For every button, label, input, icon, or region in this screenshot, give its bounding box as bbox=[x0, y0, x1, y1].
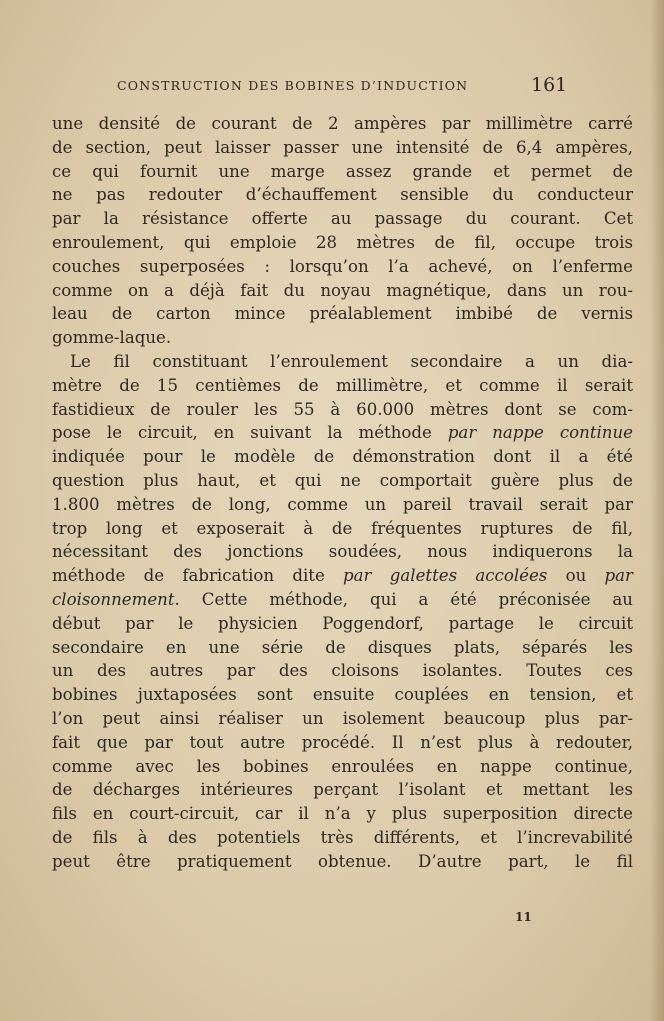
text-line bbox=[52, 398, 633, 422]
text-line bbox=[52, 683, 633, 707]
page-edge-shadow bbox=[650, 0, 664, 1021]
text-segment: gomme-laque. bbox=[52, 328, 172, 348]
text-segment: fastidieux de rouler les 55 à 60.000 mètres dont se com- bbox=[52, 399, 633, 419]
italic-phrase: par bbox=[604, 566, 633, 586]
running-header: CONSTRUCTION DES BOBINES D’INDUCTION bbox=[117, 78, 469, 93]
text-segment: secondaire en une série de disques plats, séparés les bbox=[52, 637, 633, 657]
text-line bbox=[52, 659, 633, 683]
italic-phrase: par nappe continue bbox=[447, 423, 633, 443]
text-line bbox=[52, 326, 633, 350]
text-segment: nécessitant des jonctions soudées, nous indiquerons la bbox=[52, 542, 633, 562]
text-segment: fils en court-circuit, car il n’a y plus superposition directe bbox=[52, 804, 633, 824]
text-line bbox=[52, 493, 633, 517]
text-line bbox=[52, 850, 633, 874]
text-line bbox=[52, 207, 633, 231]
text-line bbox=[52, 374, 633, 398]
text-line bbox=[52, 540, 633, 564]
text-line bbox=[52, 707, 633, 731]
italic-phrase: par galettes accolées bbox=[343, 566, 548, 586]
text-segment: pose le circuit, en suivant la méthode bbox=[52, 423, 448, 443]
signature-mark: 11 bbox=[515, 910, 532, 924]
text-line bbox=[52, 421, 633, 445]
text-segment: par la résistance offerte au passage du courant. Cet bbox=[52, 209, 633, 229]
text-segment: enroulement, qui emploie 28 mètres de fil, occupe trois bbox=[52, 232, 633, 252]
text-line bbox=[52, 445, 633, 469]
text-segment: comme on a déjà fait du noyau magnétique, dans un rou- bbox=[52, 280, 633, 300]
text-line bbox=[52, 731, 633, 755]
text-segment: mètre de 15 centièmes de millimètre, et comme il serait bbox=[52, 375, 633, 395]
text-segment: ne pas redouter d’échauffement sensible du conducteur bbox=[52, 185, 633, 205]
text-line bbox=[52, 279, 633, 303]
text-segment: ou bbox=[547, 566, 605, 586]
text-line bbox=[52, 350, 633, 374]
text-segment: de fils à des potentiels très différents, et l’increvabilité bbox=[52, 827, 633, 847]
text-segment: une densité de courant de 2 ampères par millimètre carré bbox=[52, 114, 633, 133]
text-segment: l’on peut ainsi réaliser un isolement beaucoup plus par- bbox=[52, 708, 633, 728]
body-text bbox=[52, 112, 633, 874]
text-segment: de section, peut laisser passer une intensité de 6,4 ampères, bbox=[52, 137, 633, 157]
text-segment: ce qui fournit une marge assez grande et permet de bbox=[52, 161, 633, 181]
text-line bbox=[52, 255, 633, 279]
text-segment: indiquée pour le modèle de démonstration dont il a été bbox=[52, 447, 633, 467]
text-segment: début par le physicien Poggendorf, partage le circuit bbox=[52, 613, 633, 633]
text-segment: de décharges intérieures perçant l’isolant et mettant les bbox=[52, 780, 633, 800]
text-line bbox=[52, 136, 633, 160]
text-line bbox=[52, 469, 633, 493]
text-line bbox=[52, 588, 633, 612]
text-line bbox=[52, 636, 633, 660]
text-line bbox=[52, 826, 633, 850]
text-segment: fait que par tout autre procédé. Il n’est plus à redouter, bbox=[52, 732, 633, 752]
text-segment: . Cette méthode, qui a été préconisée au bbox=[174, 589, 633, 609]
text-segment: leau de carton mince préalablement imbibé de vernis bbox=[52, 304, 633, 324]
text-line bbox=[52, 612, 633, 636]
text-segment: question plus haut, et qui ne comportait guère plus de bbox=[52, 470, 633, 490]
text-segment: un des autres par des cloisons isolantes. Toutes ces bbox=[52, 661, 633, 681]
text-segment: trop long et exposerait à de fréquentes ruptures de fil, bbox=[52, 518, 633, 538]
text-segment: peut être pratiquement obtenue. D’autre part, le fil bbox=[52, 851, 633, 871]
text-line bbox=[52, 517, 633, 541]
text-line bbox=[52, 160, 633, 184]
text-segment: couches superposées : lorsqu’on l’a achevé, on l’enferme bbox=[52, 256, 633, 276]
italic-phrase: cloisonnement bbox=[52, 589, 175, 609]
text-segment: comme avec les bobines enroulées en nappe continue, bbox=[52, 756, 633, 776]
text-line bbox=[52, 755, 633, 779]
text-segment: bobines juxtaposées sont ensuite couplées en tension, et bbox=[52, 685, 633, 705]
text-line bbox=[52, 183, 633, 207]
text-line bbox=[52, 112, 633, 136]
text-line bbox=[52, 778, 633, 802]
text-segment: Le fil constituant l’enroulement secondaire a un dia- bbox=[70, 351, 633, 371]
text-line bbox=[52, 302, 633, 326]
text-segment: méthode de fabrication dite bbox=[52, 566, 344, 586]
text-segment: 1.800 mètres de long, comme un pareil travail serait par bbox=[52, 494, 633, 514]
text-line bbox=[52, 564, 633, 588]
text-line bbox=[52, 802, 633, 826]
text-line bbox=[52, 231, 633, 255]
page-number: 161 bbox=[531, 74, 568, 96]
